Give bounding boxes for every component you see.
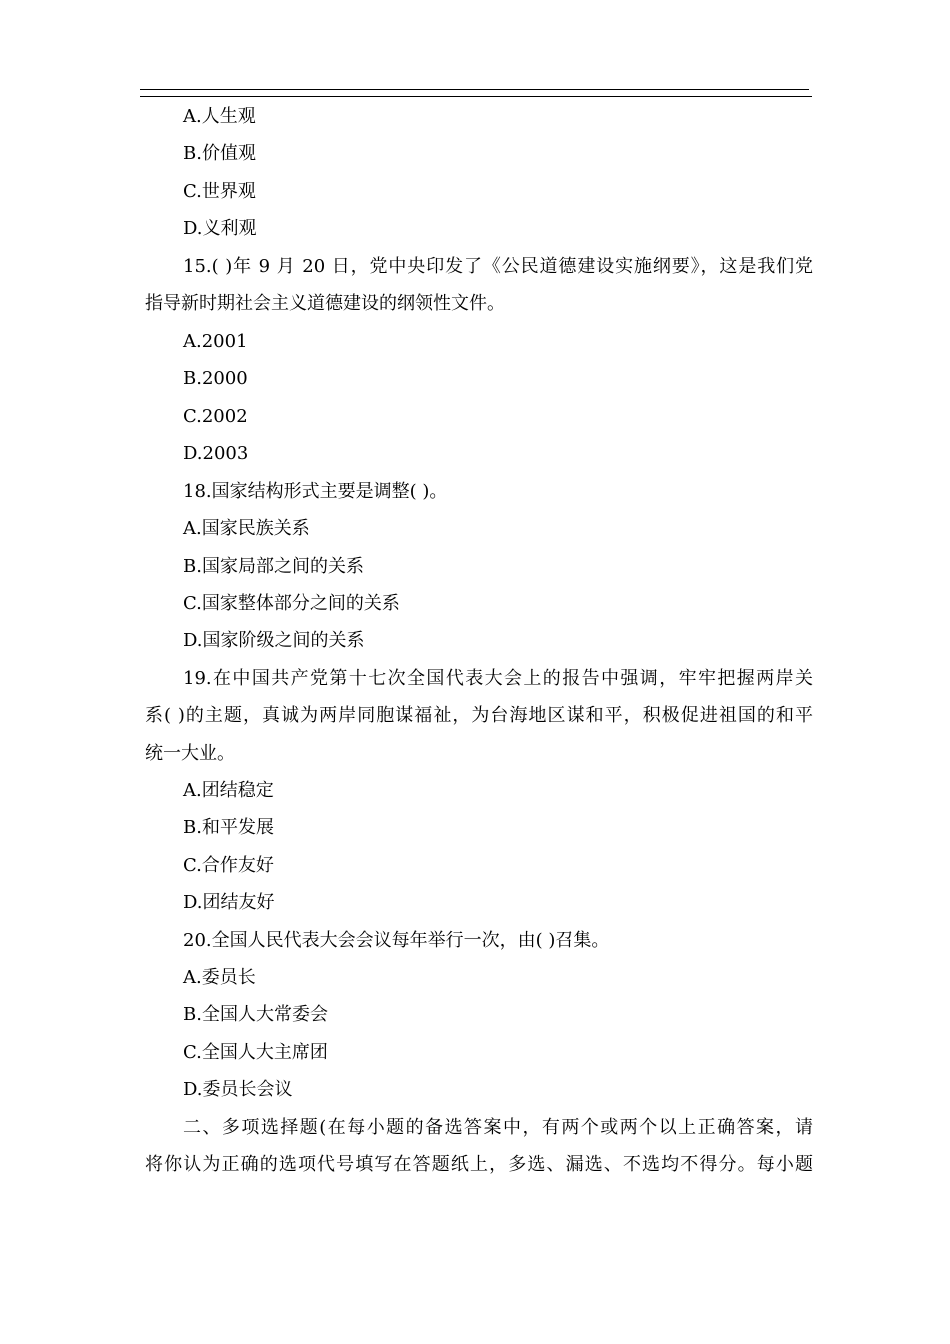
q18-question: 18.国家结构形式主要是调整( )。 [183,481,448,502]
q14-option-a: A.人生观 [183,106,256,127]
q19-question-line3: 统一大业。 [145,743,235,764]
q20-option-a: A.委员长 [183,967,256,988]
q19-option-b: B.和平发展 [183,817,274,838]
q19-question-line2: 系( )的主题，真诚为两岸同胞谋福祉，为台海地区谋和平，积极促进祖国的和平 [145,705,813,726]
q19-option-d: D.团结友好 [183,892,275,913]
q14-option-d: D.义利观 [183,218,257,239]
q15-option-b: B.2000 [183,368,248,389]
q14-option-b: B.价值观 [183,143,256,164]
q20-option-c: C.全国人大主席团 [183,1042,328,1063]
q15-option-c: C.2002 [183,406,248,427]
section2-heading-line1: 二、多项选择题(在每小题的备选答案中，有两个或两个以上正确答案，请 [183,1117,813,1138]
header-rule-top [140,89,809,90]
q18-option-d: D.国家阶级之间的关系 [183,630,365,651]
q18-option-c: C.国家整体部分之间的关系 [183,593,400,614]
q18-option-b: B.国家局部之间的关系 [183,556,364,577]
q18-option-a: A.国家民族关系 [183,518,310,539]
header-rule-bottom [140,96,812,97]
section2-heading-line2: 将你认为正确的选项代号填写在答题纸上，多选、漏选、不选均不得分。每小题 [145,1154,813,1175]
q20-question: 20.全国人民代表大会会议每年举行一次，由( )召集。 [183,930,610,951]
q15-question-line2: 指导新时期社会主义道德建设的纲领性文件。 [145,293,505,314]
q19-option-a: A.团结稳定 [183,780,274,801]
q20-option-b: B.全国人大常委会 [183,1004,328,1025]
q20-option-d: D.委员长会议 [183,1079,293,1100]
q14-option-c: C.世界观 [183,181,256,202]
q19-option-c: C.合作友好 [183,855,274,876]
q15-option-a: A.2001 [183,331,248,352]
q15-option-d: D.2003 [183,443,249,464]
q19-question-line1: 19.在中国共产党第十七次全国代表大会上的报告中强调，牢牢把握两岸关 [183,668,813,689]
q15-question-line1: 15.( )年 9 月 20 日，党中央印发了《公民道德建设实施纲要》，这是我们党 [183,256,813,277]
